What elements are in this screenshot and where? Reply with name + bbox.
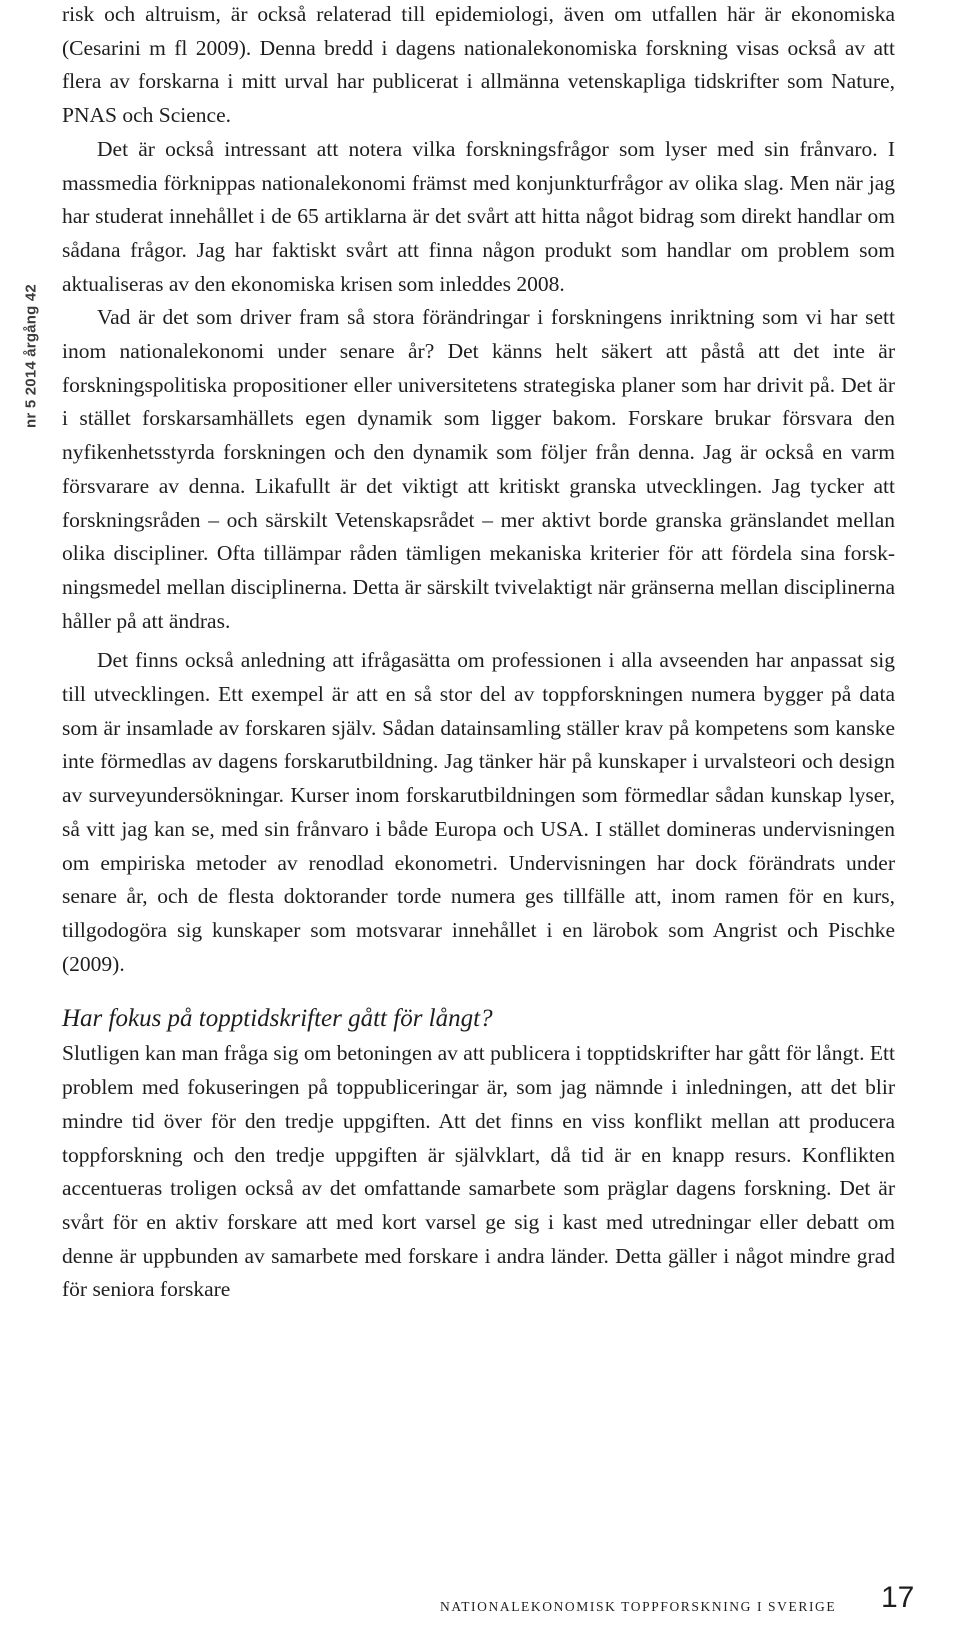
paragraph: Det finns också anledning att ifrågasätta om professionen i alla avseenden har anpassat sig till utvecklingen. Ett exempel är att en så stor del av toppforskningen numera bygger på data som är insamlade av forskaren själv. Sådan datainsamling ställer krav på kompetens som kanske inte förmedlas av dagens forskarutbildning. Jag tänker här på kunskaper i urvalsteori och design av surveyundersökningar. Kurser inom forskarutbildningen som förmedlar sådan kunskap lyser, så vitt jag kan se, med sin frånvaro i både Europa och USA. I stället domineras undervisningen om empiriska metoder av renodlad ekonometri. Undervisningen har dock förändrats under senare år, och de flesta doktorander torde numera ges tillfälle att, inom ramen för en kurs, tillgodogöra sig kunskaper som motsvarar innehållet i en lärobok som Angrist och Pischke (2009). [62, 648, 895, 976]
paragraph: Vad är det som driver fram så stora förändringar i forskningens inriktning som vi har sett inom nationalekonomi under senare år? Det känns helt säkert att påstå att det inte är forskningspolitiska propositioner eller universitetens strategiska planer som har drivit på. Det är i stället forskarsamhällets egen dynamik som ligger bakom. Forskare brukar försvara den nyfikenhetsstyrda forskningen och den dynamik som följer från denna. Jag är också en varm försvarare av denna. Likafullt är det viktigt att kritiskt granska utvecklingen. Jag tycker att forskningsråden – och särskilt Vetenskapsrådet – mer aktivt borde granska gränslandet mellan olika discipliner. Ofta tillämpar råden tämligen mekaniska kriterier för att fördela sina forskningsmedel mellan disciplinerna. Detta är särskilt tvivelaktigt när gränserna mellan disciplinerna håller på att ändras. [62, 305, 895, 633]
page-number: 17 [881, 1581, 915, 1614]
paragraph: risk och altruism, är också relaterad till epidemiologi, även om utfallen här är ekonomiska (Cesarini m fl 2009). Denna bredd i dagens nationalekonomiska forskning visas också av att flera av forskarna i mitt urval har publicerat i allmänna vetenskapliga tidskrifter som Nature, PNAS och Science. [62, 2, 895, 128]
running-footer: NATIONALEKONOMISK TOPPFORSKNING I SVERIGE [440, 1599, 837, 1614]
paragraph: Slutligen kan man fråga sig om betoningen av att publicera i topptidskrifter har gått för långt. Ett problem med fokuseringen på toppubliceringar är, som jag nämnde i inledningen, att det blir mindre tid över för den tredje uppgiften. Att det finns en viss konflikt mellan att producera toppforskning och den tredje uppgiften är självklart, då tid är en knapp resurs. Konflikten accentueras troligen också av det omfattande samarbete som präglar dagens forskning. Det är svårt för en aktiv forskare att med kort varsel ge sig i kast med utredningar eller debatt om denne är uppbunden av samarbete med forskare i andra länder. Detta gäller i något mindre grad för seniora forskare [62, 1041, 895, 1302]
paragraph: Det är också intressant att notera vilka forskningsfrågor som lyser med sin frånvaro. I massmedia förknippas nationalekonomi främst med konjunkturfrågor av olika slag. Men när jag har studerat innehållet i de 65 artiklarna är det svårt att hitta något bidrag som direkt handlar om sådana frågor. Jag har faktiskt svårt att finna någon produkt som handlar om problem som aktualiseras av den ekonomiska krisen som inleddes 2008. [62, 136, 895, 296]
article-body [62, 0, 895, 1307]
section-heading: Har fokus på topptidskrifter gått för långt? [62, 1005, 493, 1033]
issue-label: nr 5 2014 årgång 42 [22, 284, 40, 428]
